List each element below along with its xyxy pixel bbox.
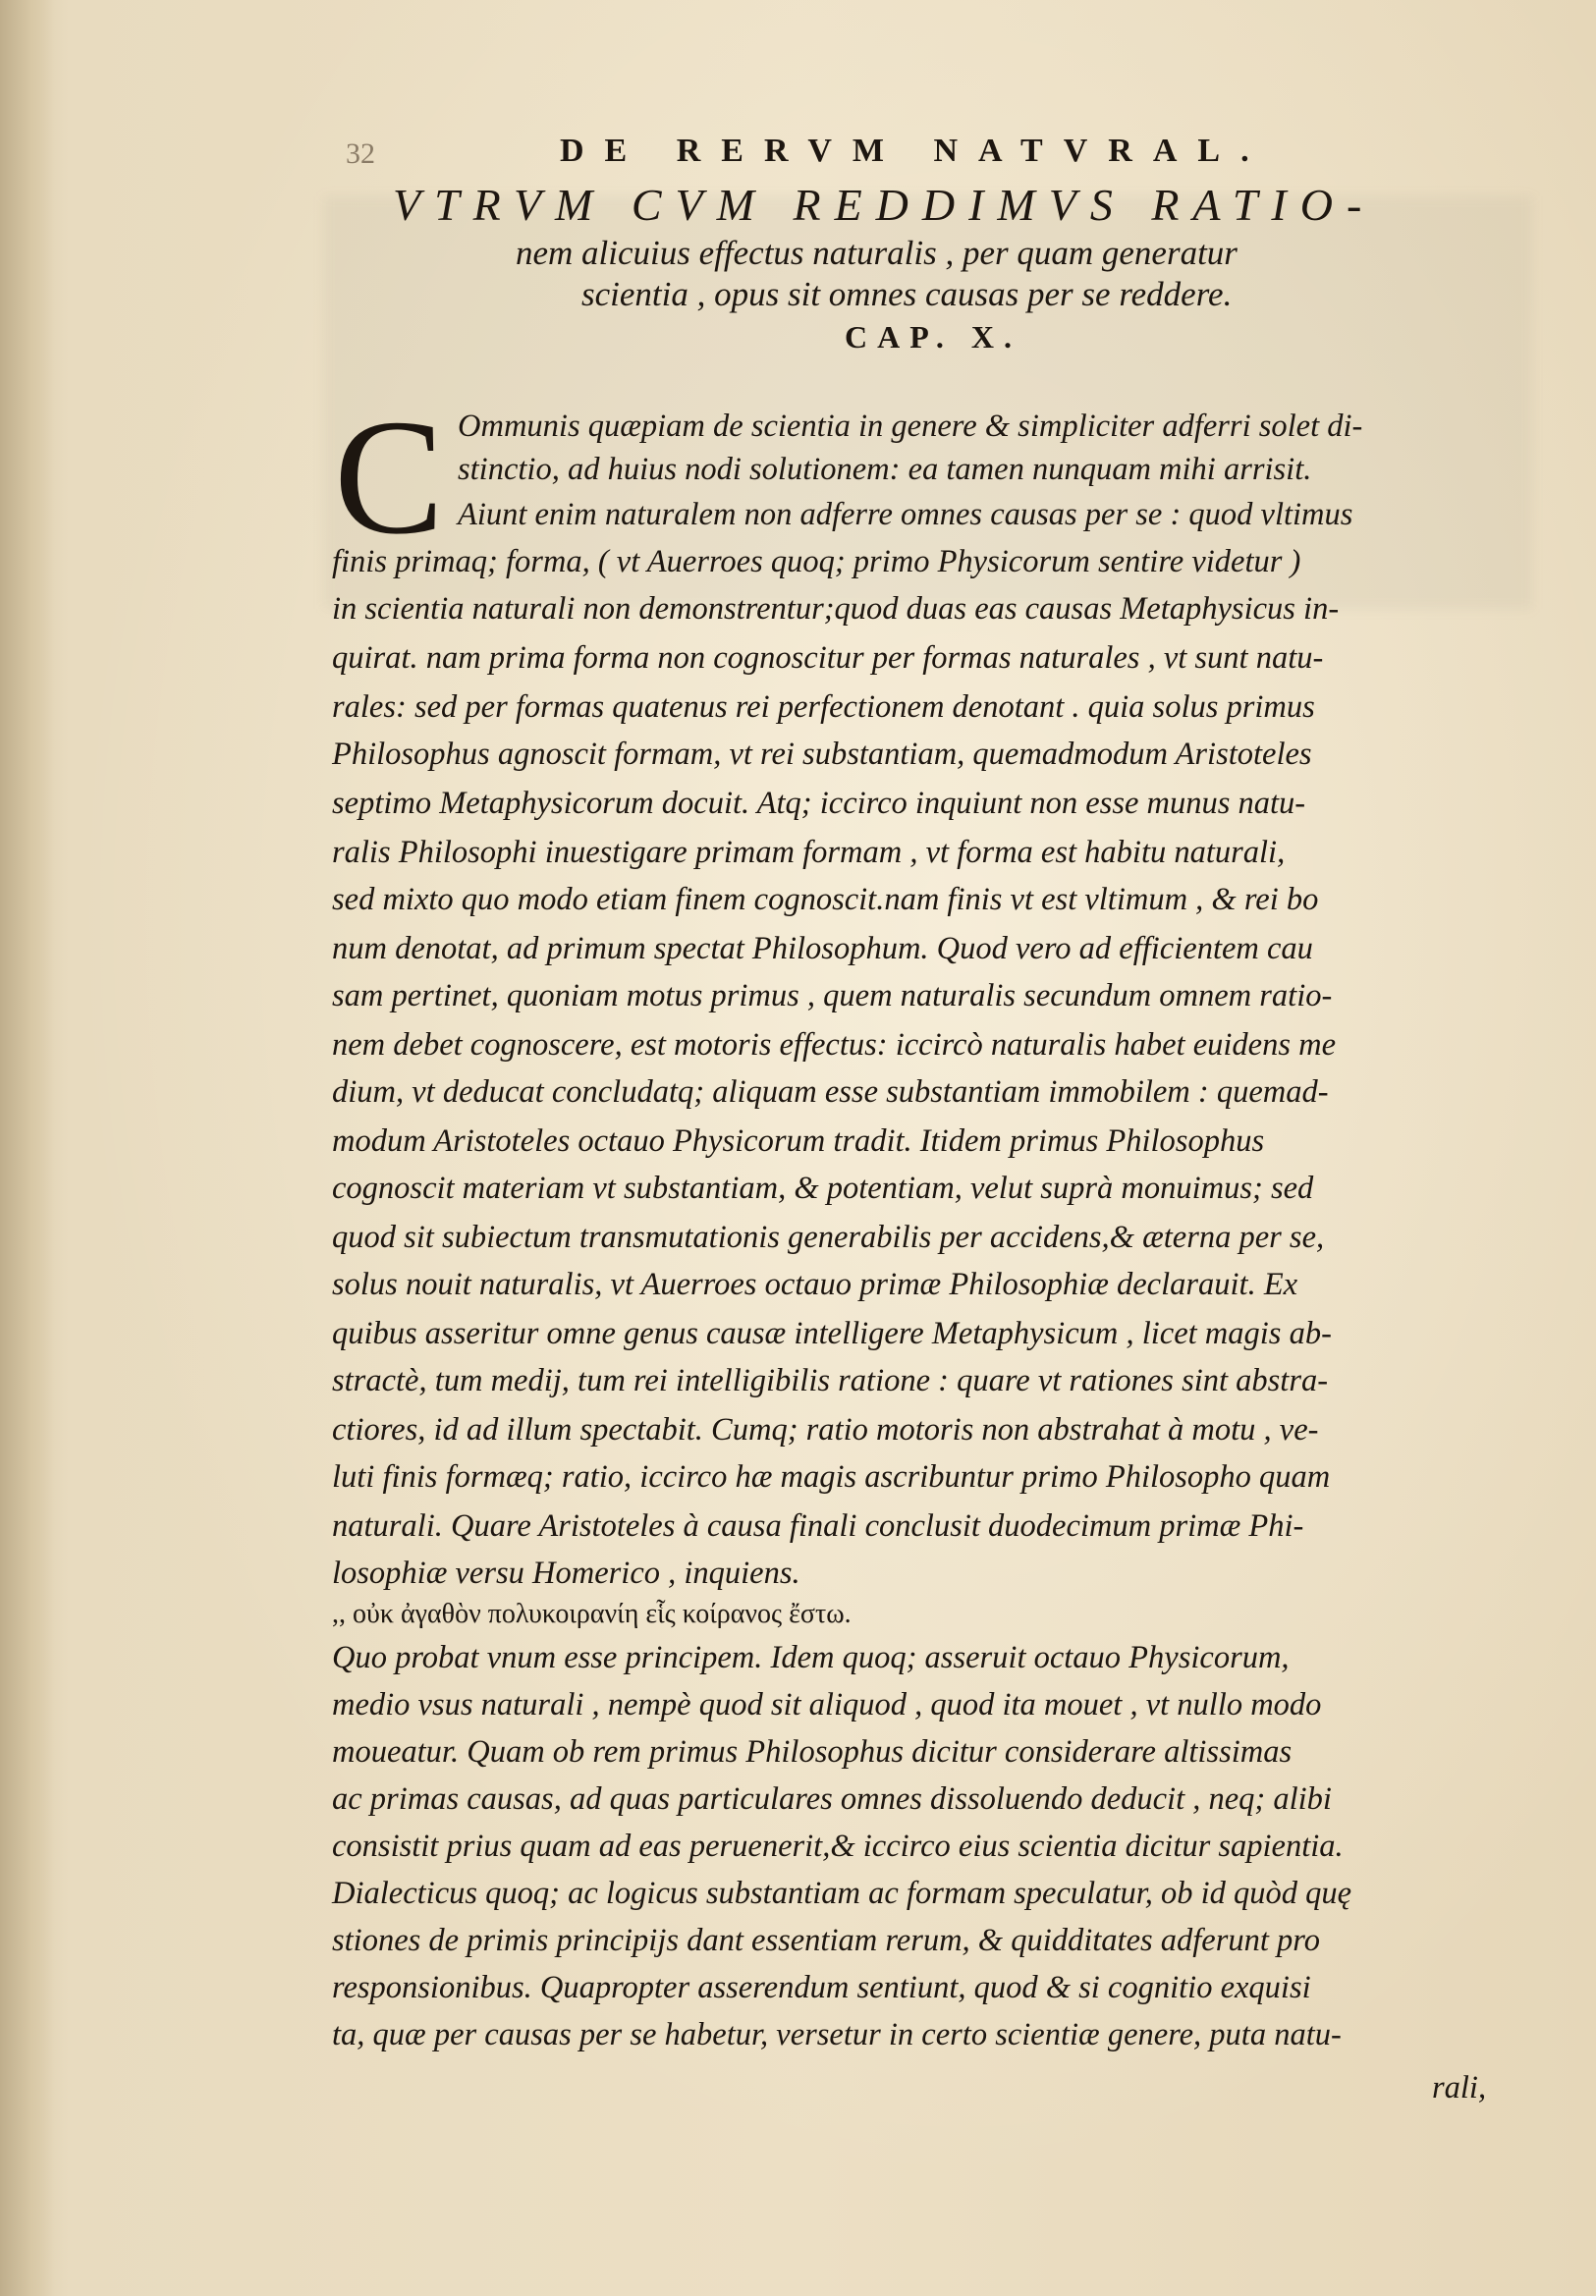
text-line: consistit prius quam ad eas peruenerit,& iccirco eius scientia dicitur sapientia. (332, 1829, 1344, 1864)
text-line: quirat. nam prima forma non cognoscitur per formas naturales , vt sunt natu- (332, 640, 1324, 676)
text-line: naturali. Quare Aristoteles à causa finali conclusit duodecimum primæ Phi- (332, 1508, 1304, 1544)
text-line: rales: sed per formas quatenus rei perfectionem denotant . quia solus primus (332, 689, 1315, 725)
text-line: ta, quæ per causas per se habetur, versetur in certo scientiæ genere, puta natu- (332, 2017, 1342, 2052)
text-line: luti finis formæq; ratio, iccirco hæ magis ascribuntur primo Philosopho quam (332, 1459, 1331, 1495)
text-line: Ommunis quæpiam de scientia in genere & simpliciter adferri solet di- (458, 409, 1363, 444)
chapter-title-line-1: VTRVM CVM REDDIMVS RATIO- (393, 180, 1376, 230)
drop-cap-initial: C (334, 386, 445, 569)
text-line: moueatur. Quam ob rem primus Philosophus dicitur considerare altissimas (332, 1734, 1293, 1770)
greek-quotation: ,, οὐκ ἀγαθὸν πολυκοιρανίη εἷς κοίρανος ἔστω. (332, 1599, 852, 1629)
text-line: ralis Philosophi inuestigare primam formam , vt forma est habitu naturali, (332, 835, 1286, 870)
text-line: in scientia naturali non demonstrentur;quod duas eas causas Metaphysicus in- (332, 591, 1340, 627)
text-line: responsionibus. Quapropter asserendum sentiunt, quod & si cognitio exquisi (332, 1970, 1311, 2005)
text-line: ac primas causas, ad quas particulares omnes dissoluendo deducit , neq; alibi (332, 1781, 1332, 1817)
text-line: stractè, tum medij, tum rei intelligibilis ratione : quare vt rationes sint abstra- (332, 1363, 1329, 1398)
text-line: finis primaq; forma, ( vt Auerroes quoq; primo Physicorum sentire videtur ) (332, 544, 1301, 579)
text-line: solus nouit naturalis, vt Auerroes octauo primæ Philosophiæ declarauit. Ex (332, 1267, 1298, 1302)
page-number: 32 (346, 137, 375, 170)
chapter-title-line-3: scientia , opus sit omnes causas per se reddere. (581, 275, 1233, 313)
catchword: rali, (1432, 2070, 1487, 2105)
chapter-number: CAP. X. (845, 319, 1021, 355)
text-line: Philosophus agnoscit formam, vt rei substantiam, quemadmodum Aristoteles (332, 737, 1312, 772)
text-line: septimo Metaphysicorum docuit. Atq; iccirco inquiunt non esse munus natu- (332, 786, 1306, 821)
text-line: losophiæ versu Homerico , inquiens. (332, 1556, 800, 1591)
text-line: num denotat, ad primum spectat Philosophum. Quod vero ad efficientem cau (332, 931, 1313, 966)
text-line: nem debet cognoscere, est motoris effectus: iccircò naturalis habet euidens me (332, 1027, 1336, 1063)
text-line: sam pertinet, quoniam motus primus , quem naturalis secundum omnem ratio- (332, 978, 1333, 1013)
text-line: Aiunt enim naturalem non adferre omnes causas per se : quod vltimus (458, 497, 1353, 532)
text-line: sed mixto quo modo etiam finem cognoscit.nam finis vt est vltimum , & rei bo (332, 882, 1319, 917)
running-head: DE RERVM NATVRAL. (560, 133, 1270, 169)
text-line: cognoscit materiam vt substantiam, & potentiam, velut suprà monuimus; sed (332, 1171, 1314, 1206)
text-line: dium, vt deducat concludatq; aliquam esse substantiam immobilem : quemad- (332, 1074, 1329, 1110)
text-line: Dialecticus quoq; ac logicus substantiam ac formam speculatur, ob id quòd quę (332, 1876, 1352, 1911)
text-line: modum Aristoteles octauo Physicorum tradit. Itidem primus Philosophus (332, 1123, 1265, 1159)
text-line: stinctio, ad huius nodi solutionem: ea tamen nunquam mihi arrisit. (458, 452, 1312, 487)
text-line: quod sit subiectum transmutationis generabilis per accidens,& æterna per se, (332, 1220, 1325, 1255)
chapter-title-line-2: nem alicuius effectus naturalis , per quam generatur (516, 234, 1238, 272)
text-line: medio vsus naturali , nempè quod sit aliquod , quod ita mouet , vt nullo modo (332, 1687, 1322, 1722)
text-line: stiones de primis principijs dant essentiam rerum, & quidditates adferunt pro (332, 1923, 1320, 1958)
page-gutter (0, 0, 54, 2296)
text-line: quibus asseritur omne genus causæ intelligere Metaphysicum , licet magis ab- (332, 1316, 1332, 1351)
text-line: ctiores, id ad illum spectabit. Cumq; ratio motoris non abstrahat à motu , ve- (332, 1412, 1319, 1448)
text-line: Quo probat vnum esse principem. Idem quoq; asseruit octauo Physicorum, (332, 1640, 1290, 1675)
